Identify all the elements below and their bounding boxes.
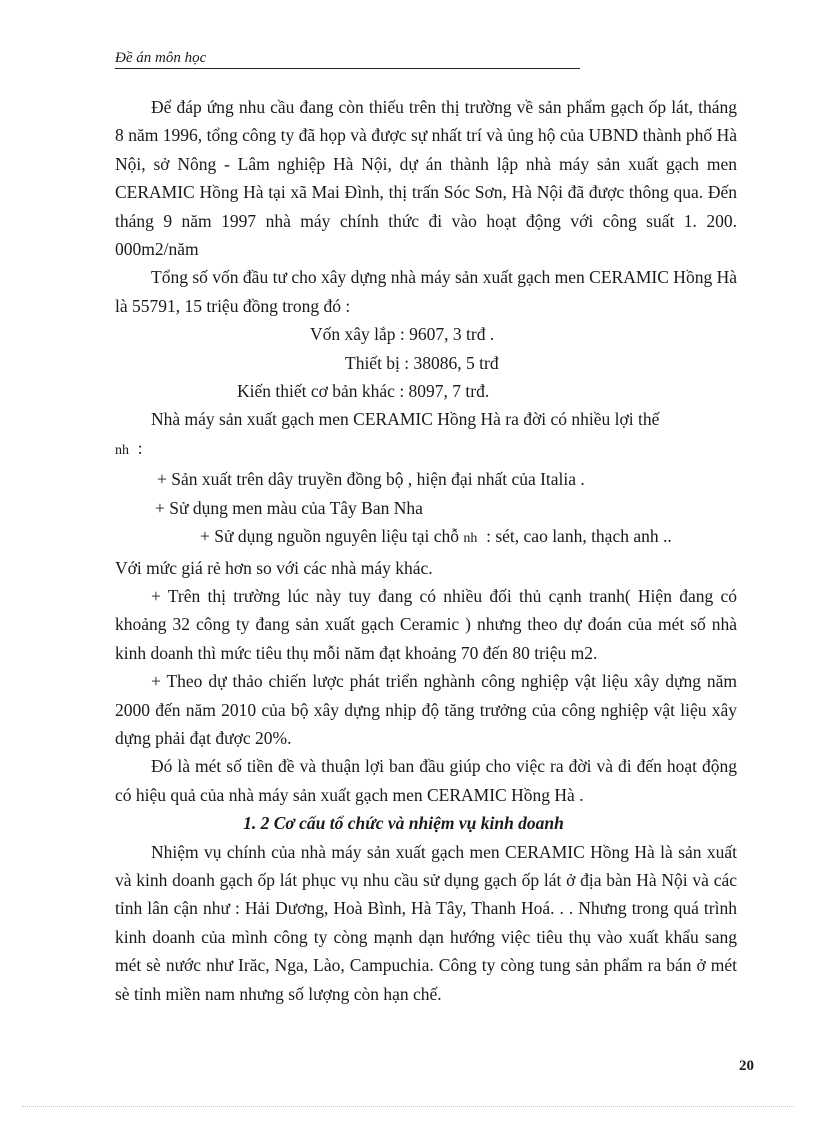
page-number: 20 — [739, 1058, 754, 1074]
capital-other: Kiến thiết cơ bản khác : 8097, 7 trđ. — [237, 381, 490, 402]
footer-divider — [22, 1106, 794, 1107]
bullet-glaze: + Sử dụng men màu của Tây Ban Nha — [155, 497, 423, 518]
section-heading: 1. 2 Cơ cấu tổ chức và nhiệm vụ kinh doanh — [243, 813, 564, 834]
paragraph-capital: Tổng số vốn đầu tư cho xây dựng nhà máy sản xuất gạch men CERAMIC Hồng Hà là 55791, 15 triệu đồng trong đó : — [115, 267, 737, 316]
capital-equipment: Thiết bị : 38086, 5 trđ — [345, 352, 499, 373]
page-body — [115, 93, 737, 1008]
bullet-materials-text: + Sử dụng nguồn nguyên liệu tại chỗ — [200, 526, 459, 547]
paragraph-price: Với mức giá rẻ hơn so với các nhà máy khác. — [115, 557, 433, 578]
bullet-materials-nh: nh — [463, 531, 478, 547]
advantages-nh: nh — [115, 442, 129, 458]
paragraph-advantages — [115, 405, 737, 465]
header-title: Đề án môn học — [115, 50, 207, 66]
paragraph-intro: Để đáp ứng nhu cầu đang còn thiếu trên thị trường về sản phẩm gạch ốp lát, tháng 8 năm 1996, tổng công ty đã họp và được sự nhất trí và ủng hộ của UBND thành phố Hà Nội, sở Nông - Lâm nghiệp Hà Nội, dự án thành lập nhà máy sản xuất gạch men CERAMIC Hồng Hà tại xã Mai Đình, thị trấn Sóc Sơn, Hà Nội đã được thông qua. Đến tháng 9 năm 1997 nhà máy chính thức đi vào hoạt động với công suất 1. 200. 000m2/năm — [115, 97, 737, 260]
advantages-colon: : — [137, 437, 143, 458]
bullet-materials-list: : sét, cao lanh, thạch anh .. — [486, 526, 672, 547]
bullet-materials — [115, 522, 737, 553]
document-header — [115, 50, 580, 69]
capital-construction: Vốn xây lắp : 9607, 3 trđ . — [310, 324, 495, 345]
bullet-production-line: + Sản xuất trên dây truyền đồng bộ , hiện đại nhất của Italia . — [157, 469, 585, 490]
advantages-text: Nhà máy sản xuất gạch men CERAMIC Hồng Hà ra đời có nhiều lợi thế — [151, 409, 660, 430]
bullet-market: + Trên thị trường lúc này tuy đang có nhiều đối thủ cạnh tranh( Hiện đang có khoảng 32 công ty đang sản xuất gạch Ceramic ) nhưng theo dự đoán của mét số nhà kinh doanh thì mức tiêu thụ mỗi năm đạt khoảng 70 đến 80 triệu m2. — [115, 585, 737, 663]
bullet-strategy: + Theo dự thảo chiến lược phát triển nghành công nghiệp vật liệu xây dựng năm 2000 đến năm 2010 của bộ xây dựng nhịp độ tăng trưởng của công nghiệp vật liệu xây dựng phải đạt được 20%. — [115, 671, 737, 748]
paragraph-mission: Nhiệm vụ chính của nhà máy sản xuất gạch men CERAMIC Hồng Hà là sản xuất và kinh doanh gạch ốp lát phục vụ nhu cầu sử dụng gạch ốp lát ở địa bàn Hà Nội và các tỉnh lân cận như : Hải Dương, Hoà Bình, Hà Tây, Thanh Hoá. . . Nhưng trong quá trình kinh doanh của mình công ty còng mạnh dạn hướng việc tiêu thụ vào xuất khẩu sang mét sè nước như Irăc, Nga, Lào, Campuchia. Công ty còng tung sản phẩm ra bán ở mét sè tỉnh miền nam nhưng số lượng còn hạn chế. — [115, 841, 737, 1004]
paragraph-premise: Đó là mét số tiền đề và thuận lợi ban đầu giúp cho việc ra đời và đi đến hoạt động có hiệu quả của nhà máy sản xuất gạch men CERAMIC Hồng Hà . — [115, 756, 737, 805]
